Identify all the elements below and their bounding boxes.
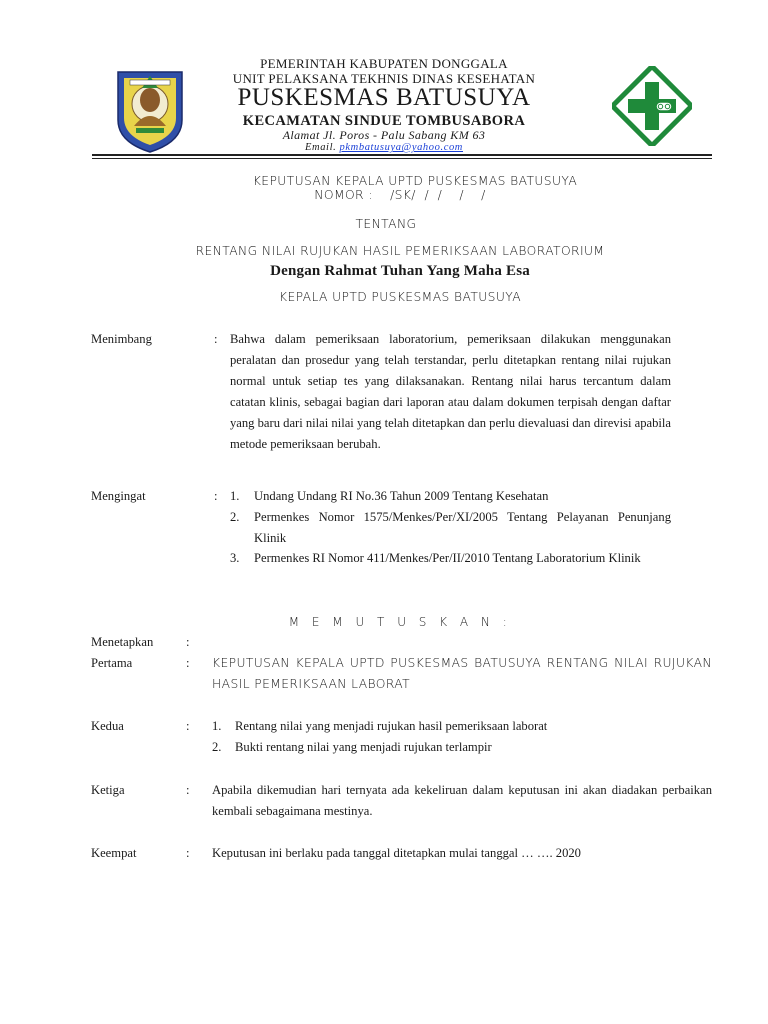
letterhead-title: PUSKESMAS BATUSUYA (237, 84, 531, 111)
menimbang-colon: : (214, 332, 218, 346)
pertama-colon: : (186, 656, 190, 670)
about-label: TENTANG (355, 217, 417, 231)
ketiga-colon: : (186, 783, 190, 797)
mengingat-item-text: Permenkes Nomor 1575/Menkes/Per/XI/2005 Tentang Pelayanan Penunjang Klinik (254, 510, 671, 545)
decree-number: NOMOR : /SK/ / / / / (314, 188, 486, 202)
kedua-item-number: 2. (212, 740, 222, 754)
authority-line: KEPALA UPTD PUSKESMAS BATUSUYA (278, 290, 522, 304)
mengingat-label: Mengingat (91, 489, 146, 503)
email-link[interactable]: pkmbatusuya@yahoo.com (339, 142, 463, 153)
mengingat-colon: : (214, 489, 218, 503)
puskesmas-logo-icon (612, 66, 692, 146)
kedua-colon: : (186, 719, 190, 733)
letterhead-unit: UNIT PELAKSANA TEKHNIS DINAS KESEHATAN (232, 71, 536, 86)
keempat-label: Keempat (91, 846, 137, 860)
mengingat-item-number: 1. (230, 489, 240, 503)
kedua-label: Kedua (91, 719, 124, 733)
menetapkan-label: Menetapkan (91, 635, 154, 649)
pertama-text: KEPUTUSAN KEPALA UPTD PUSKESMAS BATUSUYA RENTANG NILAI RUJUKAN HASIL PEMERIKSAAN LABORAT (212, 656, 712, 691)
pertama-label: Pertama (91, 656, 133, 670)
letterhead-government: PEMERINTAH KABUPATEN DONGGALA (260, 56, 508, 71)
email-label: Email. (305, 142, 337, 153)
decree-subject: RENTANG NILAI RUJUKAN HASIL PEMERIKSAAN LABORATORIUM (195, 244, 605, 258)
menetapkan-colon: : (186, 635, 190, 649)
letterhead-rule-thin (92, 158, 712, 159)
memutuskan-heading: M E M U T U S K A N : (288, 615, 512, 629)
decree-title: KEPUTUSAN KEPALA UPTD PUSKESMAS BATUSUYA (252, 174, 578, 188)
kedua-item-text: Rentang nilai yang menjadi rujukan hasil pemeriksaan laborat (235, 719, 548, 733)
letterhead-rule-thick (92, 154, 712, 156)
menimbang-label: Menimbang (91, 332, 152, 346)
menimbang-text: Bahwa dalam pemeriksaan laboratorium, pemeriksaan dilakukan menggunakan peralatan dan prosedur yang telah terstandar, perlu ditetapkan rentang nilai rujukan normal untuk setiap tes yang dilaksanakan. Rentang nilai harus tercantum dalam catatan klinis, sebagai bagian dari laporan atau dalam dokumen terpisah dengan daftar yang baru dari nilai nilai yang telah ditetapkan dan perlu dievaluasi dan direvisi apabila metode pemeriksaan berubah. (230, 332, 671, 451)
letterhead-address: Alamat Jl. Poros - Palu Sabang KM 63 (282, 128, 486, 142)
mengingat-item-number: 3. (230, 551, 240, 565)
kedua-item-number: 1. (212, 719, 222, 733)
blessing-line: Dengan Rahmat Tuhan Yang Maha Esa (270, 263, 530, 279)
keempat-colon: : (186, 846, 190, 860)
keempat-text: Keputusan ini berlaku pada tanggal ditetapkan mulai tanggal … …. 2020 (212, 846, 581, 860)
ketiga-label: Ketiga (91, 783, 125, 797)
mengingat-item-text: Permenkes RI Nomor 411/Menkes/Per/II/2010 Tentang Laboratorium Klinik (254, 551, 641, 565)
mengingat-item-text: Undang Undang RI No.36 Tahun 2009 Tentang Kesehatan (254, 489, 549, 503)
kedua-item-text: Bukti rentang nilai yang menjadi rujukan terlampir (235, 740, 492, 754)
mengingat-item-number: 2. (230, 510, 240, 524)
ketiga-text: Apabila dikemudian hari ternyata ada kekeliruan dalam keputusan ini akan diadakan perbaikan kembali sebagaimana mestinya. (212, 783, 712, 818)
letterhead-district: KECAMATAN SINDUE TOMBUSABORA (242, 113, 526, 129)
